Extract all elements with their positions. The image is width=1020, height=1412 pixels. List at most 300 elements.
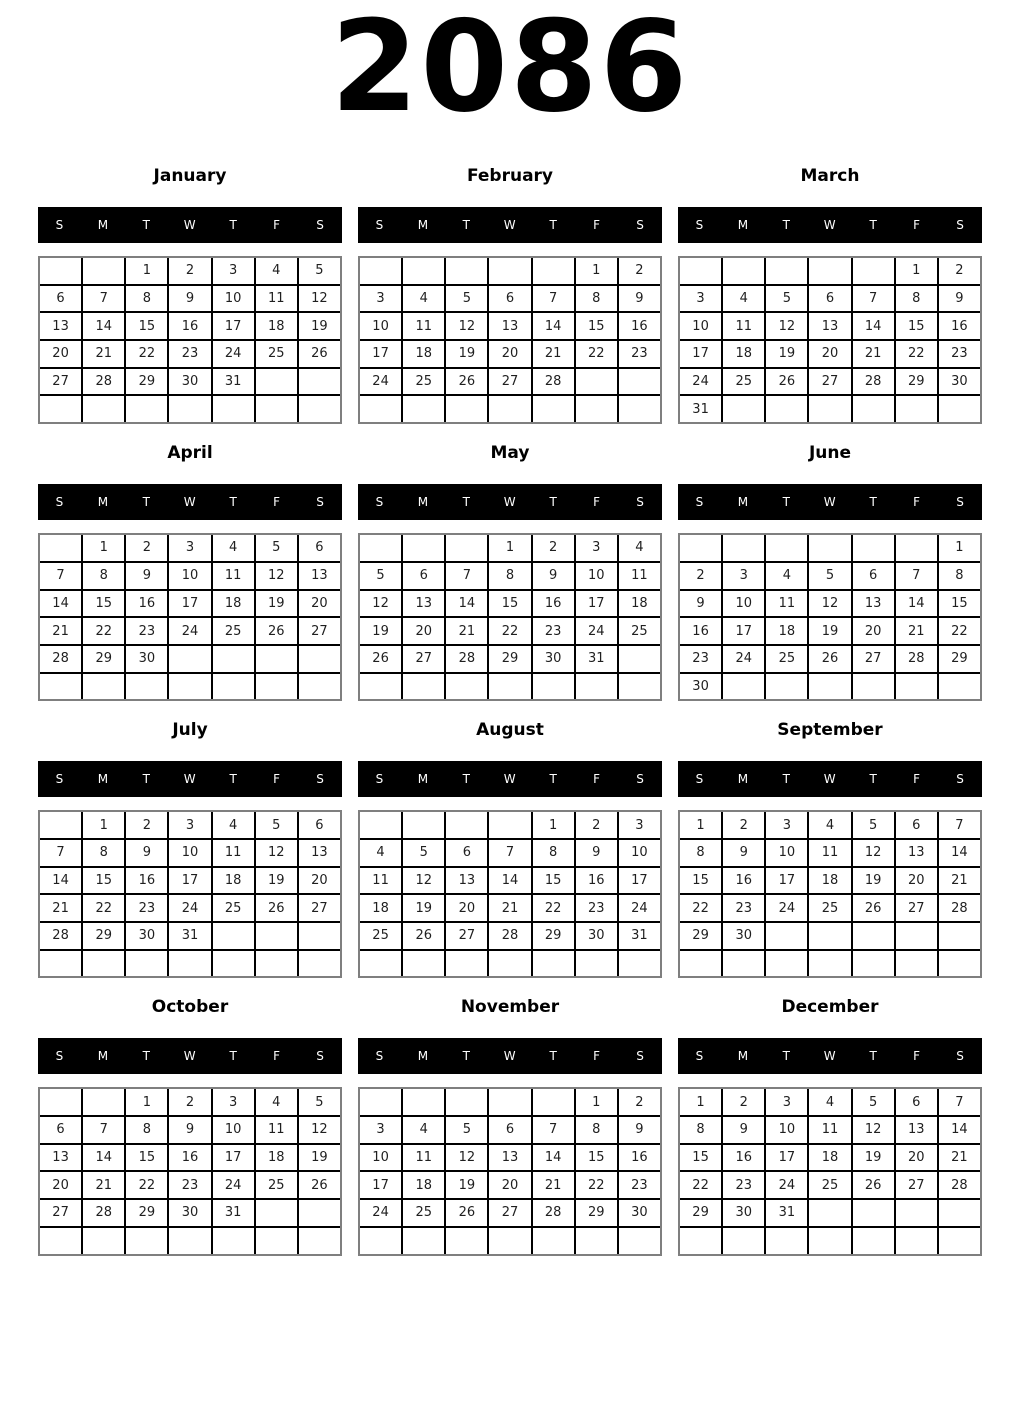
empty-date-cell	[939, 923, 980, 949]
empty-date-cell	[619, 396, 660, 422]
date-cell: 23	[126, 895, 167, 921]
day-letter: S	[375, 218, 384, 232]
date-cell: 25	[256, 341, 297, 367]
date-cell: 7	[896, 563, 937, 589]
date-cell: 14	[446, 591, 487, 617]
date-cell: 7	[40, 563, 81, 589]
day-letter: M	[417, 772, 429, 787]
empty-date-cell	[126, 951, 167, 977]
empty-date-cell	[619, 369, 660, 395]
date-cell: 5	[299, 258, 340, 284]
date-cell: 6	[896, 812, 937, 838]
date-cell: 13	[489, 313, 530, 339]
date-cell: 21	[446, 618, 487, 644]
date-cell: 1	[896, 258, 937, 284]
date-cell: 28	[533, 369, 574, 395]
day-letter: S	[695, 218, 704, 232]
date-cell: 19	[403, 895, 444, 921]
empty-date-cell	[256, 646, 297, 672]
empty-date-cell	[83, 951, 124, 977]
date-cell: 15	[939, 591, 980, 617]
date-cell: 21	[853, 341, 894, 367]
day-letter: T	[869, 1049, 878, 1064]
empty-date-cell	[299, 396, 340, 422]
date-cell: 30	[723, 1200, 764, 1226]
date-cell: 29	[126, 1200, 167, 1226]
day-letter: S	[316, 218, 325, 232]
date-cell: 30	[619, 1200, 660, 1226]
empty-date-cell	[766, 923, 807, 949]
empty-date-cell	[896, 674, 937, 700]
empty-date-cell	[766, 1228, 807, 1254]
date-cell: 16	[619, 1145, 660, 1171]
date-cell: 17	[619, 868, 660, 894]
empty-date-cell	[360, 258, 401, 284]
date-cell: 26	[256, 895, 297, 921]
day-letter: M	[97, 218, 109, 232]
year-title: 2086	[330, 0, 690, 140]
date-cell: 9	[619, 286, 660, 312]
date-cell: 27	[853, 646, 894, 672]
date-cell: 30	[126, 646, 167, 672]
date-cell: 18	[809, 1145, 850, 1171]
date-cell: 9	[939, 286, 980, 312]
day-letter: T	[869, 218, 878, 232]
date-cell: 21	[40, 618, 81, 644]
date-cell: 18	[809, 868, 850, 894]
empty-date-cell	[723, 258, 764, 284]
date-cell: 3	[680, 286, 721, 312]
month-block	[38, 720, 342, 978]
empty-date-cell	[853, 258, 894, 284]
date-cell: 12	[299, 286, 340, 312]
date-cell: 6	[299, 812, 340, 838]
date-cell: 3	[169, 535, 210, 561]
date-cell: 26	[299, 341, 340, 367]
date-cell: 12	[299, 1117, 340, 1143]
empty-date-cell	[40, 396, 81, 422]
date-cell: 19	[256, 868, 297, 894]
empty-date-cell	[169, 1228, 210, 1254]
month-block	[38, 443, 342, 701]
date-cell: 20	[853, 618, 894, 644]
date-cell: 12	[853, 1117, 894, 1143]
date-cell: 13	[299, 563, 340, 589]
month-block	[358, 720, 662, 978]
empty-date-cell	[360, 674, 401, 700]
date-cell: 27	[896, 1172, 937, 1198]
empty-date-cell	[360, 396, 401, 422]
date-cell: 23	[169, 341, 210, 367]
date-cell: 28	[446, 646, 487, 672]
day-letter: S	[316, 1049, 325, 1064]
date-cell: 7	[939, 1089, 980, 1115]
empty-date-cell	[896, 396, 937, 422]
date-cell: 30	[169, 369, 210, 395]
empty-date-cell	[403, 951, 444, 977]
date-cell: 15	[576, 1145, 617, 1171]
date-cell: 18	[256, 1145, 297, 1171]
date-cell: 30	[723, 923, 764, 949]
empty-date-cell	[83, 674, 124, 700]
date-cell: 21	[533, 1172, 574, 1198]
day-letter: F	[593, 1049, 601, 1064]
empty-date-cell	[619, 674, 660, 700]
empty-date-cell	[853, 1200, 894, 1226]
date-grid	[678, 810, 982, 978]
date-cell: 24	[766, 1172, 807, 1198]
empty-date-cell	[896, 535, 937, 561]
day-letter: S	[316, 495, 325, 510]
date-cell: 1	[126, 1089, 167, 1115]
month-name: May	[490, 443, 530, 464]
date-cell: 16	[533, 591, 574, 617]
date-cell: 12	[256, 563, 297, 589]
month-name: October	[151, 997, 229, 1018]
day-letter: S	[695, 772, 704, 787]
date-cell: 7	[40, 840, 81, 866]
day-letter: S	[636, 772, 645, 787]
date-cell: 20	[489, 1172, 530, 1198]
day-letter: M	[737, 495, 749, 510]
date-cell: 26	[299, 1172, 340, 1198]
date-cell: 17	[680, 341, 721, 367]
day-header-row	[678, 484, 982, 520]
date-cell: 13	[853, 591, 894, 617]
date-cell: 19	[256, 591, 297, 617]
date-cell: 5	[256, 812, 297, 838]
date-cell: 27	[896, 895, 937, 921]
empty-date-cell	[360, 1228, 401, 1254]
date-cell: 25	[809, 1172, 850, 1198]
empty-date-cell	[403, 535, 444, 561]
day-letter: S	[375, 1049, 384, 1064]
date-cell: 19	[853, 868, 894, 894]
empty-date-cell	[213, 1228, 254, 1254]
date-cell: 28	[83, 1200, 124, 1226]
date-cell: 16	[169, 313, 210, 339]
empty-date-cell	[446, 1228, 487, 1254]
date-cell: 9	[126, 563, 167, 589]
day-letter: T	[229, 1049, 238, 1064]
empty-date-cell	[299, 1228, 340, 1254]
empty-date-cell	[213, 923, 254, 949]
day-letter: F	[913, 772, 921, 787]
empty-date-cell	[766, 396, 807, 422]
empty-date-cell	[576, 1228, 617, 1254]
empty-date-cell	[680, 535, 721, 561]
date-cell: 27	[40, 1200, 81, 1226]
date-cell: 27	[489, 1200, 530, 1226]
empty-date-cell	[489, 258, 530, 284]
empty-date-cell	[299, 646, 340, 672]
day-letter: M	[417, 1049, 429, 1064]
date-cell: 7	[853, 286, 894, 312]
day-letter: W	[503, 495, 517, 510]
day-letter: F	[913, 495, 921, 510]
date-cell: 5	[853, 1089, 894, 1115]
day-header-row	[38, 207, 342, 243]
date-grid	[358, 256, 662, 424]
date-cell: 24	[619, 895, 660, 921]
month-name: April	[167, 443, 213, 464]
day-header-row	[358, 484, 662, 520]
date-cell: 24	[576, 618, 617, 644]
date-cell: 10	[766, 840, 807, 866]
date-cell: 29	[680, 1200, 721, 1226]
date-cell: 17	[723, 618, 764, 644]
date-cell: 22	[576, 341, 617, 367]
date-cell: 24	[169, 618, 210, 644]
date-cell: 22	[680, 1172, 721, 1198]
empty-date-cell	[83, 396, 124, 422]
date-cell: 28	[853, 369, 894, 395]
date-cell: 11	[213, 840, 254, 866]
date-cell: 24	[213, 1172, 254, 1198]
date-cell: 18	[256, 313, 297, 339]
empty-date-cell	[403, 1228, 444, 1254]
empty-date-cell	[403, 674, 444, 700]
empty-date-cell	[403, 812, 444, 838]
month-name: August	[476, 720, 544, 741]
date-cell: 20	[489, 341, 530, 367]
date-cell: 2	[939, 258, 980, 284]
date-cell: 29	[489, 646, 530, 672]
day-letter: S	[55, 1049, 64, 1064]
day-letter: T	[549, 495, 558, 510]
date-cell: 8	[126, 1117, 167, 1143]
date-cell: 26	[766, 369, 807, 395]
date-cell: 3	[723, 563, 764, 589]
date-cell: 17	[213, 1145, 254, 1171]
month-block	[678, 443, 982, 701]
date-cell: 26	[446, 1200, 487, 1226]
month-name: November	[460, 997, 560, 1018]
date-cell: 21	[939, 1145, 980, 1171]
date-cell: 26	[853, 1172, 894, 1198]
date-cell: 27	[299, 895, 340, 921]
date-cell: 19	[766, 341, 807, 367]
date-cell: 16	[126, 591, 167, 617]
date-cell: 7	[533, 286, 574, 312]
day-letter: T	[462, 218, 471, 232]
date-cell: 7	[939, 812, 980, 838]
date-cell: 17	[169, 591, 210, 617]
date-cell: 16	[680, 618, 721, 644]
day-letter: F	[273, 495, 281, 510]
date-cell: 29	[896, 369, 937, 395]
date-cell: 17	[766, 1145, 807, 1171]
day-letter: F	[593, 218, 601, 232]
date-cell: 1	[939, 535, 980, 561]
day-letter: T	[462, 1049, 471, 1064]
empty-date-cell	[766, 674, 807, 700]
date-cell: 2	[576, 812, 617, 838]
empty-date-cell	[809, 1200, 850, 1226]
empty-date-cell	[853, 923, 894, 949]
date-cell: 30	[680, 674, 721, 700]
date-cell: 28	[939, 895, 980, 921]
date-cell: 15	[126, 313, 167, 339]
date-cell: 11	[256, 286, 297, 312]
date-cell: 25	[403, 369, 444, 395]
date-cell: 22	[896, 341, 937, 367]
date-cell: 6	[853, 563, 894, 589]
date-cell: 13	[489, 1145, 530, 1171]
empty-date-cell	[853, 535, 894, 561]
day-letter: W	[183, 772, 197, 787]
empty-date-cell	[809, 396, 850, 422]
day-letter: T	[869, 495, 878, 510]
date-cell: 30	[533, 646, 574, 672]
date-cell: 24	[723, 646, 764, 672]
empty-date-cell	[533, 396, 574, 422]
date-cell: 4	[256, 1089, 297, 1115]
date-cell: 4	[256, 258, 297, 284]
empty-date-cell	[446, 396, 487, 422]
date-cell: 16	[126, 868, 167, 894]
empty-date-cell	[809, 674, 850, 700]
date-cell: 31	[766, 1200, 807, 1226]
date-cell: 19	[299, 313, 340, 339]
date-cell: 21	[489, 895, 530, 921]
date-cell: 8	[126, 286, 167, 312]
empty-date-cell	[40, 674, 81, 700]
day-letter: T	[462, 772, 471, 787]
date-cell: 2	[126, 535, 167, 561]
empty-date-cell	[213, 674, 254, 700]
date-cell: 5	[766, 286, 807, 312]
date-cell: 14	[533, 1145, 574, 1171]
date-cell: 23	[576, 895, 617, 921]
date-cell: 25	[403, 1200, 444, 1226]
date-cell: 11	[360, 868, 401, 894]
date-cell: 20	[40, 1172, 81, 1198]
date-cell: 8	[680, 1117, 721, 1143]
empty-date-cell	[809, 535, 850, 561]
empty-date-cell	[40, 812, 81, 838]
day-header-row	[678, 761, 982, 797]
date-cell: 26	[360, 646, 401, 672]
empty-date-cell	[896, 951, 937, 977]
date-cell: 13	[40, 1145, 81, 1171]
date-cell: 21	[40, 895, 81, 921]
empty-date-cell	[126, 1228, 167, 1254]
date-cell: 3	[576, 535, 617, 561]
empty-date-cell	[533, 1228, 574, 1254]
date-cell: 28	[40, 646, 81, 672]
date-cell: 11	[809, 1117, 850, 1143]
date-cell: 20	[403, 618, 444, 644]
date-cell: 21	[83, 1172, 124, 1198]
date-cell: 23	[723, 895, 764, 921]
date-cell: 22	[83, 618, 124, 644]
empty-date-cell	[766, 535, 807, 561]
date-cell: 21	[896, 618, 937, 644]
date-cell: 4	[403, 286, 444, 312]
date-cell: 22	[126, 341, 167, 367]
empty-date-cell	[256, 674, 297, 700]
date-cell: 23	[619, 1172, 660, 1198]
date-cell: 11	[723, 313, 764, 339]
empty-date-cell	[83, 1228, 124, 1254]
date-cell: 30	[169, 1200, 210, 1226]
date-cell: 14	[896, 591, 937, 617]
date-cell: 20	[896, 1145, 937, 1171]
date-cell: 23	[723, 1172, 764, 1198]
date-cell: 1	[576, 258, 617, 284]
empty-date-cell	[40, 258, 81, 284]
empty-date-cell	[256, 396, 297, 422]
date-cell: 4	[213, 535, 254, 561]
date-cell: 4	[723, 286, 764, 312]
empty-date-cell	[446, 535, 487, 561]
day-letter: S	[55, 495, 64, 510]
day-letter: W	[183, 218, 197, 232]
date-cell: 6	[489, 1117, 530, 1143]
day-letter: W	[823, 772, 837, 787]
date-cell: 3	[766, 812, 807, 838]
empty-date-cell	[446, 951, 487, 977]
empty-date-cell	[723, 396, 764, 422]
date-cell: 15	[83, 591, 124, 617]
empty-date-cell	[40, 1228, 81, 1254]
date-cell: 20	[446, 895, 487, 921]
date-cell: 5	[299, 1089, 340, 1115]
date-grid	[358, 533, 662, 701]
day-letter: T	[229, 772, 238, 787]
empty-date-cell	[299, 1200, 340, 1226]
month-block	[678, 166, 982, 424]
day-letter: T	[549, 772, 558, 787]
date-cell: 12	[360, 591, 401, 617]
date-cell: 12	[403, 868, 444, 894]
date-cell: 10	[680, 313, 721, 339]
date-cell: 1	[576, 1089, 617, 1115]
date-cell: 6	[446, 840, 487, 866]
day-letter: S	[636, 495, 645, 510]
date-cell: 4	[809, 812, 850, 838]
date-cell: 13	[809, 313, 850, 339]
empty-date-cell	[939, 1200, 980, 1226]
month-name: January	[153, 166, 227, 186]
day-letter: M	[97, 1049, 109, 1064]
date-cell: 18	[403, 341, 444, 367]
date-cell: 11	[809, 840, 850, 866]
empty-date-cell	[896, 1200, 937, 1226]
empty-date-cell	[896, 923, 937, 949]
date-cell: 31	[680, 396, 721, 422]
date-cell: 6	[299, 535, 340, 561]
date-cell: 6	[809, 286, 850, 312]
date-cell: 17	[169, 868, 210, 894]
empty-date-cell	[619, 951, 660, 977]
date-cell: 3	[619, 812, 660, 838]
date-cell: 18	[213, 591, 254, 617]
empty-date-cell	[809, 923, 850, 949]
month-block	[358, 443, 662, 701]
date-cell: 23	[680, 646, 721, 672]
empty-date-cell	[256, 369, 297, 395]
date-cell: 10	[360, 1145, 401, 1171]
date-cell: 25	[213, 618, 254, 644]
empty-date-cell	[533, 951, 574, 977]
date-cell: 30	[576, 923, 617, 949]
date-cell: 16	[723, 1145, 764, 1171]
date-cell: 2	[723, 812, 764, 838]
empty-date-cell	[256, 951, 297, 977]
empty-date-cell	[939, 674, 980, 700]
